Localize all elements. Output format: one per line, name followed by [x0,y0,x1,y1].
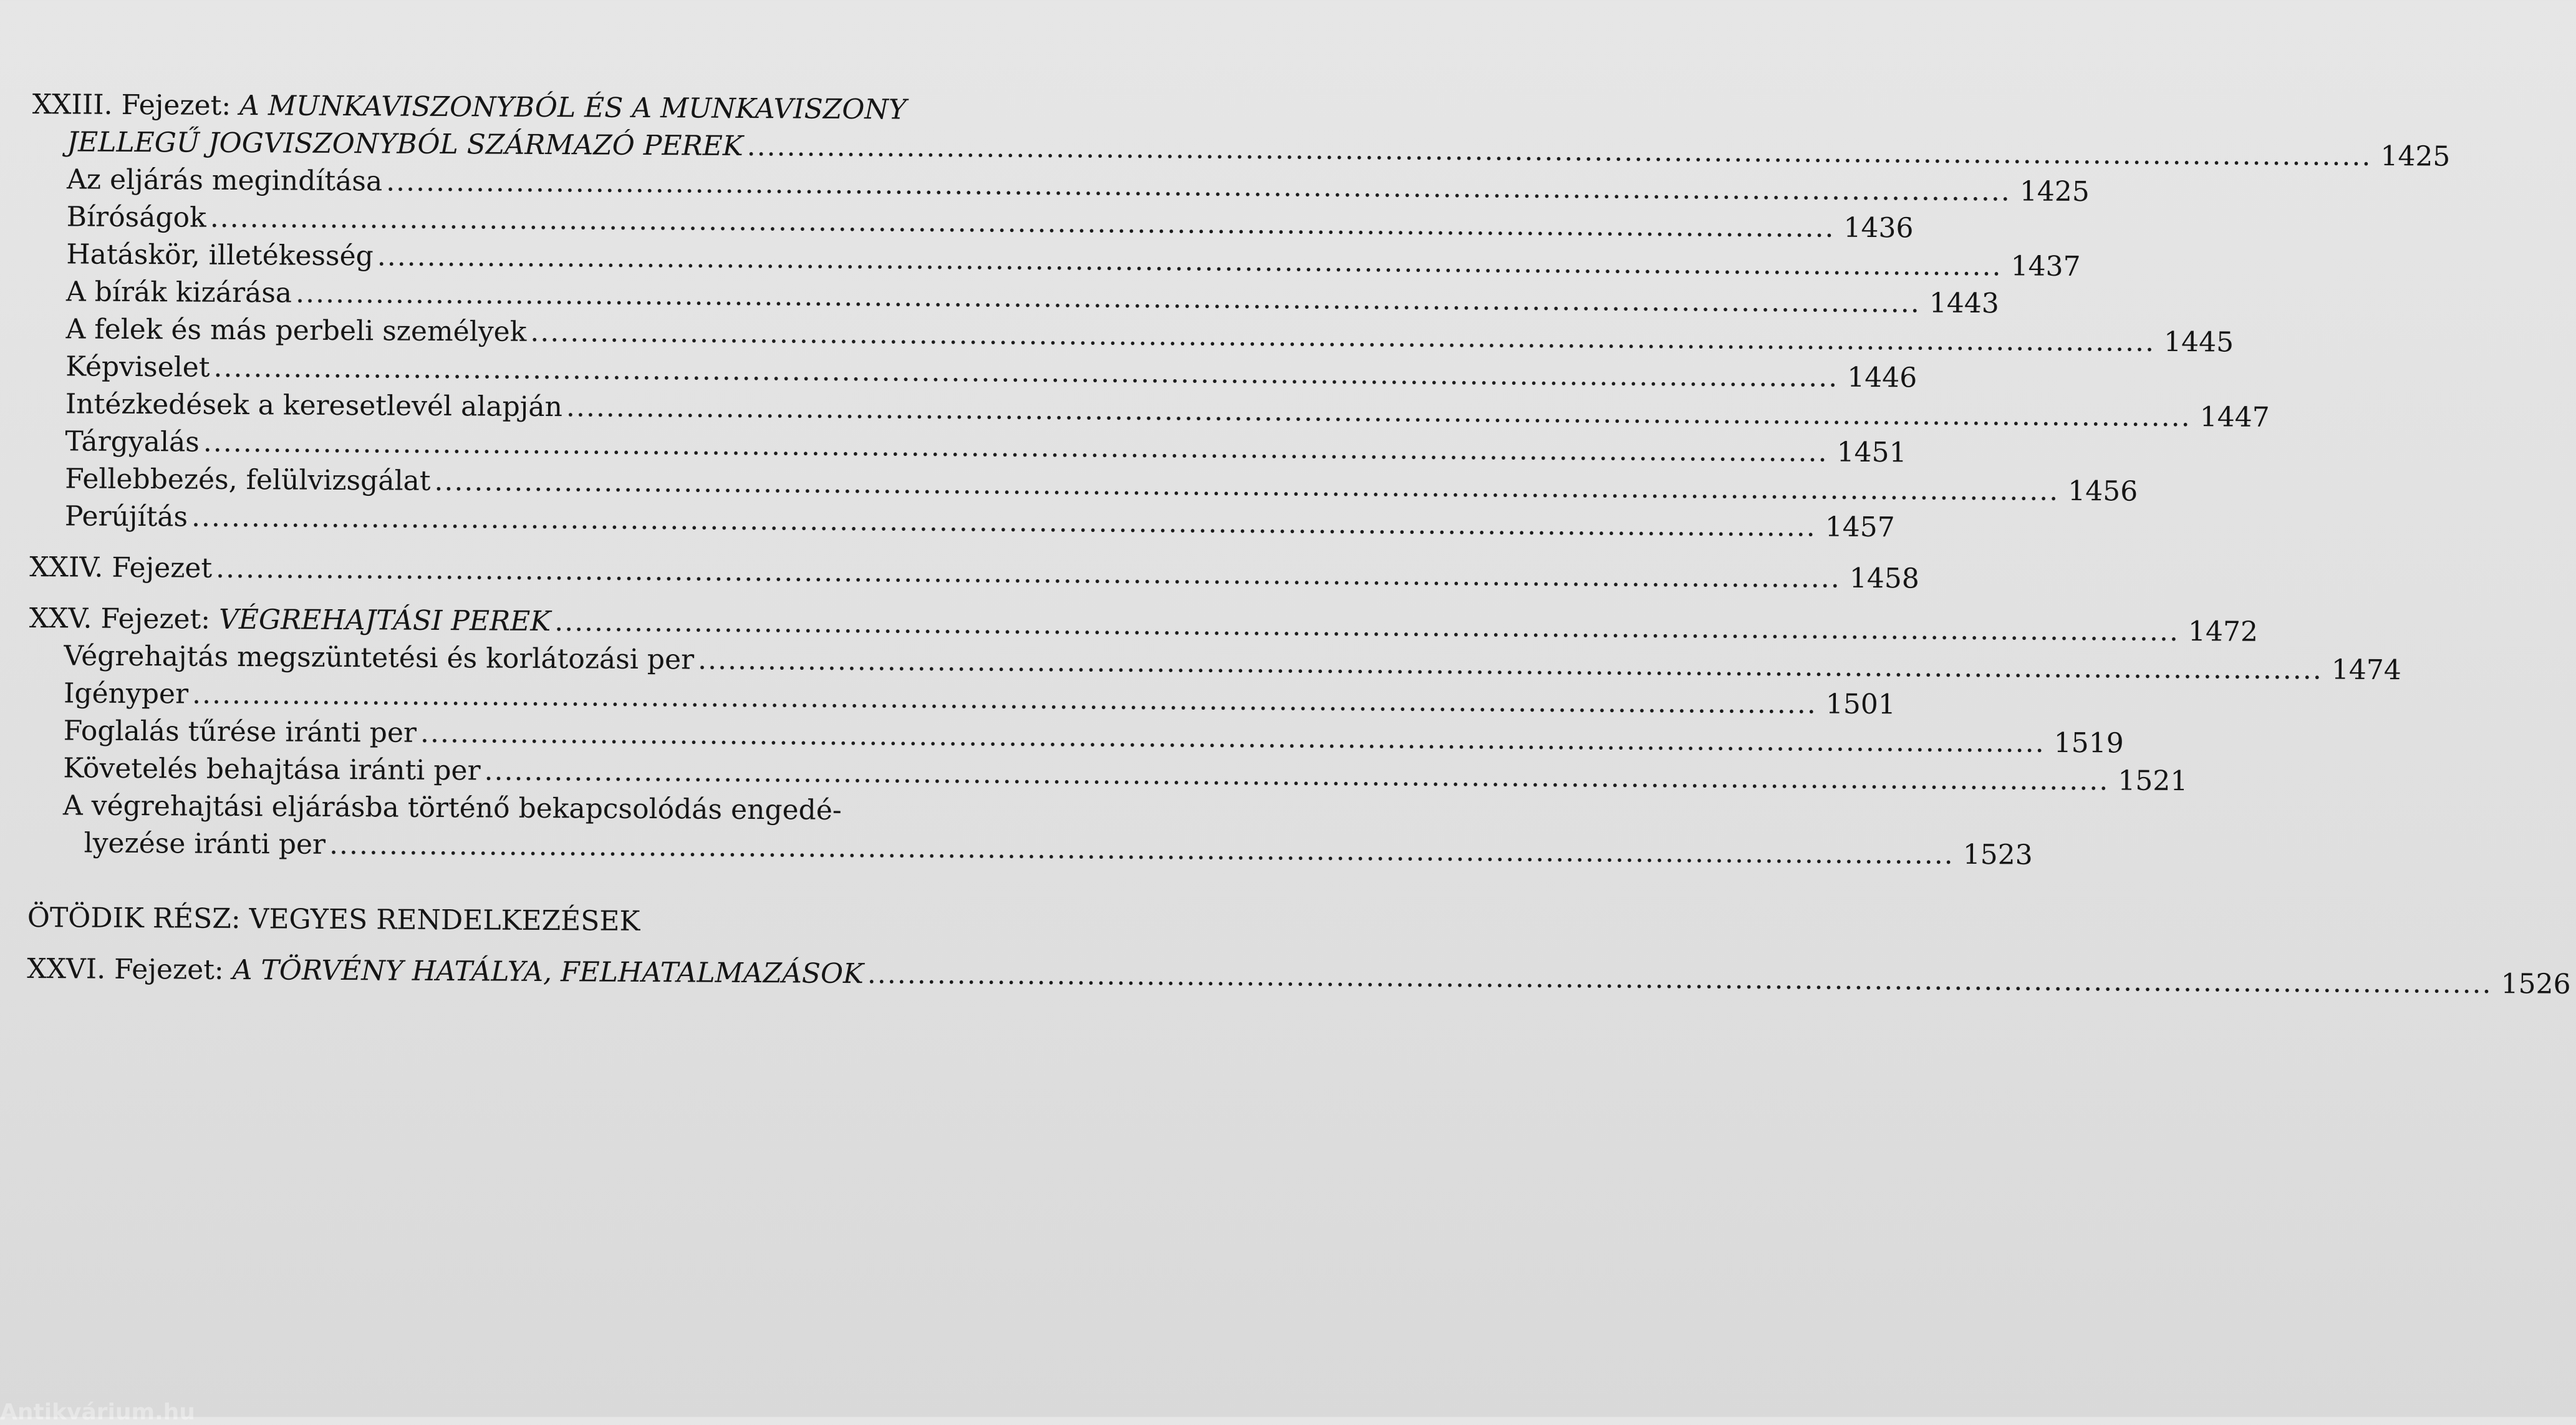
dot-leader: ................................................................................................................................................................... [746,130,2372,172]
dot-leader: ................................................................................................................................................................... [191,678,1817,720]
page-number: 1501 [1825,688,1896,721]
toc-entry [29,675,1896,721]
toc-entry [31,273,2000,320]
chapter-prefix: XXVI. Fejezet: [27,952,233,986]
chapter-title-italic: A MUNKAVISZONYBÓL ÉS A MUNKAVISZONY [239,90,907,126]
toc-entry [28,750,2188,798]
toc-entry [32,198,1914,244]
toc-entry-title: Foglalás tűrése iránti per [63,715,417,749]
toc-entry-title: XXIV. Fejezet [29,551,213,584]
toc-entry-title: Bíróságok [66,201,206,234]
toc-entry-title: Igényper [63,677,189,710]
toc-entry-title [67,123,743,165]
chapter-title-italic: VÉGREHAJTÁSI PEREK [218,603,551,638]
page-number: 1425 [2380,140,2451,173]
toc-entry [30,460,2138,508]
chapter-prefix: XXV. Fejezet: [29,602,219,635]
toc-entry-wrapped-line2 [27,824,2033,871]
toc-entry-title: Intézkedések a keresetlevél alapján [65,388,563,423]
toc-entry-title: Követelés behajtása iránti per [63,752,481,787]
toc-entry [31,236,2081,283]
toc-entry-chapter-23-line1 [32,86,974,129]
dot-leader: ................................................................................................................................................................... [697,644,2323,686]
page-number: 1519 [2053,727,2124,760]
toc-entry-title: Perújítás [64,500,188,533]
chapter-title-italic: JELLEGŰ JOGVISZONYBÓL SZÁRMAZÓ PEREK [67,126,743,162]
dot-leader: ................................................................................................................................................................... [210,201,1835,244]
dot-leader: ................................................................................................................................................................... [420,717,2045,759]
dot-leader: ................................................................................................................................................................... [215,552,1841,594]
toc-entry-title: lyezése iránti per [84,827,326,861]
toc-entry-title: A felek és más perbeli személyek [65,313,527,348]
page-number: 1521 [2118,765,2188,798]
toc-entry [31,348,1918,394]
dot-leader: ................................................................................................................................................................... [191,501,1816,543]
page-number: 1474 [2331,654,2402,687]
page-number: 1526 [2501,968,2571,1000]
toc-entry-title [27,950,864,993]
toc-entry-title: Végrehajtás megszüntetési és korlátozási per [64,640,695,676]
page-number: 1437 [2010,250,2081,283]
page-number: 1436 [1843,211,1914,244]
page-number: 1446 [1847,361,1918,394]
page-number: 1443 [1929,287,2000,320]
toc-entry-title: Képviselet [65,350,210,384]
toc-entry-title: Hatáskör, illetékesség [66,238,374,273]
toc-entry [29,637,2402,687]
page-number: 1447 [2199,401,2270,433]
toc-entry [31,385,2270,433]
toc-entry-title [29,600,551,640]
page-number: 1523 [1962,838,2033,871]
part-title: ÖTÖDIK RÉSZ: VEGYES RENDELKEZÉSEK [27,901,640,937]
toc-entry-title: A végrehajtási eljárásba történő bekapcsolódás engedé- [62,790,842,826]
toc-entry-title: Fellebbezés, felülvizsgálat [64,463,431,497]
toc-entry [29,712,2124,760]
dot-leader: ................................................................................................................................................................... [213,351,1839,394]
toc-entry-title: Az eljárás megindítása [66,163,383,198]
toc-entry [31,311,2234,359]
dot-leader: ................................................................................................................................................................... [203,426,1828,468]
dot-leader: ................................................................................................................................................................... [385,165,2012,208]
page-number: 1472 [2188,616,2259,648]
page-number: 1425 [2019,175,2090,208]
dot-leader: ................................................................................................................................................................... [434,465,2060,507]
part-heading [27,899,969,942]
toc-entry-title: A bírák kizárása [65,276,292,309]
dot-leader: ................................................................................................................................................................... [329,828,1954,871]
dot-leader: ................................................................................................................................................................... [566,391,2191,433]
page-number: 1458 [1849,562,1920,595]
chapter-title-italic: A TÖRVÉNY HATÁLYA, FELHATALMAZÁSOK [232,954,864,990]
toc-entry-wrapped-line1 [28,787,970,830]
dot-leader: ................................................................................................................................................................... [295,277,1921,319]
toc-entry-chapter-24 [29,549,1920,595]
page-number: 1451 [1836,436,1907,469]
dot-leader: ................................................................................................................................................................... [867,958,2492,1000]
dot-leader: ................................................................................................................................................................... [554,606,2180,648]
toc-entry-chapter-23-line2 [32,123,2451,173]
page-number: 1445 [2163,326,2234,359]
toc-entry-chapter-26 [27,950,2571,1000]
watermark: Antikvárium.hu [0,1399,195,1425]
toc-entry [30,498,1895,544]
toc-entry-chapter-25 [29,600,2259,648]
dot-leader: ................................................................................................................................................................... [530,316,2156,358]
chapter-prefix: XXIII. Fejezet: [32,88,240,122]
table-of-contents [27,86,2571,1000]
toc-entry [32,161,2090,208]
dot-leader: ................................................................................................................................................................... [377,240,2002,283]
toc-entry-title: Tárgyalás [65,425,200,458]
dot-leader: ................................................................................................................................................................... [484,755,2110,797]
page-number: 1456 [2068,475,2138,508]
page-number: 1457 [1825,511,1895,544]
toc-entry [30,423,1907,469]
toc-entry-title [32,86,907,129]
